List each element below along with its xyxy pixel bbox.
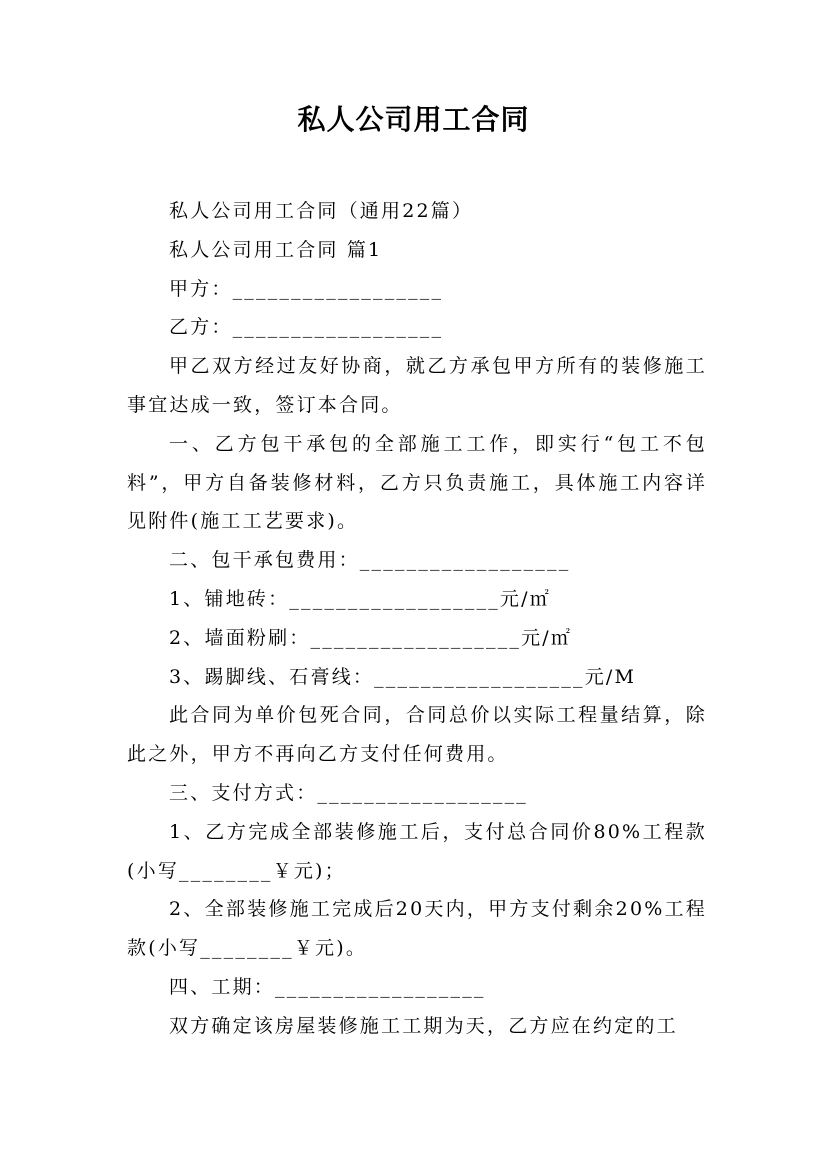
paragraph-skirting: 3、踢脚线、石膏线：__________________元/M	[169, 665, 637, 688]
document-body	[127, 192, 707, 1046]
paragraph-intro: 甲乙双方经过友好协商，就乙方承包甲方所有的装修施工事宜达成一致，签订本合同。	[127, 355, 707, 416]
paragraph-heading: 私人公司用工合同（通用22篇）	[169, 200, 474, 222]
paragraph-party-b: 乙方：__________________	[169, 316, 444, 339]
paragraph-party-a: 甲方：__________________	[169, 277, 444, 300]
paragraph-clause-2: 二、包干承包费用：__________________	[169, 549, 571, 572]
document-title: 私人公司用工合同	[297, 103, 530, 136]
paragraph-payment-2: 2、全部装修施工完成后20天内，甲方支付剩余20%工程款(小写________￥元)。	[127, 898, 707, 960]
paragraph-floor-tile: 1、铺地砖：__________________元/㎡	[169, 587, 551, 610]
paragraph-clause-1: 一、乙方包干承包的全部施工工作，即实行“包工不包料”，甲方自备装修材料，乙方只负责施工，具体施工内容详见附件(施工工艺要求)。	[127, 432, 707, 533]
paragraph-schedule: 双方确定该房屋装修施工工期为天，乙方应在约定的工	[169, 1014, 678, 1037]
paragraph-fixed-price: 此合同为单价包死合同，合同总价以实际工程量结算，除此之外，甲方不再向乙方支付任何费用。	[127, 704, 707, 766]
paragraph-clause-4: 四、工期：__________________	[169, 975, 486, 998]
paragraph-section-title: 私人公司用工合同 篇1	[169, 238, 383, 261]
paragraph-clause-3: 三、支付方式：__________________	[169, 781, 529, 804]
paragraph-payment-1: 1、乙方完成全部装修施工后，支付总合同价80%工程款(小写________￥元)；	[127, 820, 707, 882]
paragraph-wall-paint: 2、墙面粉刷：__________________元/㎡	[169, 626, 573, 649]
